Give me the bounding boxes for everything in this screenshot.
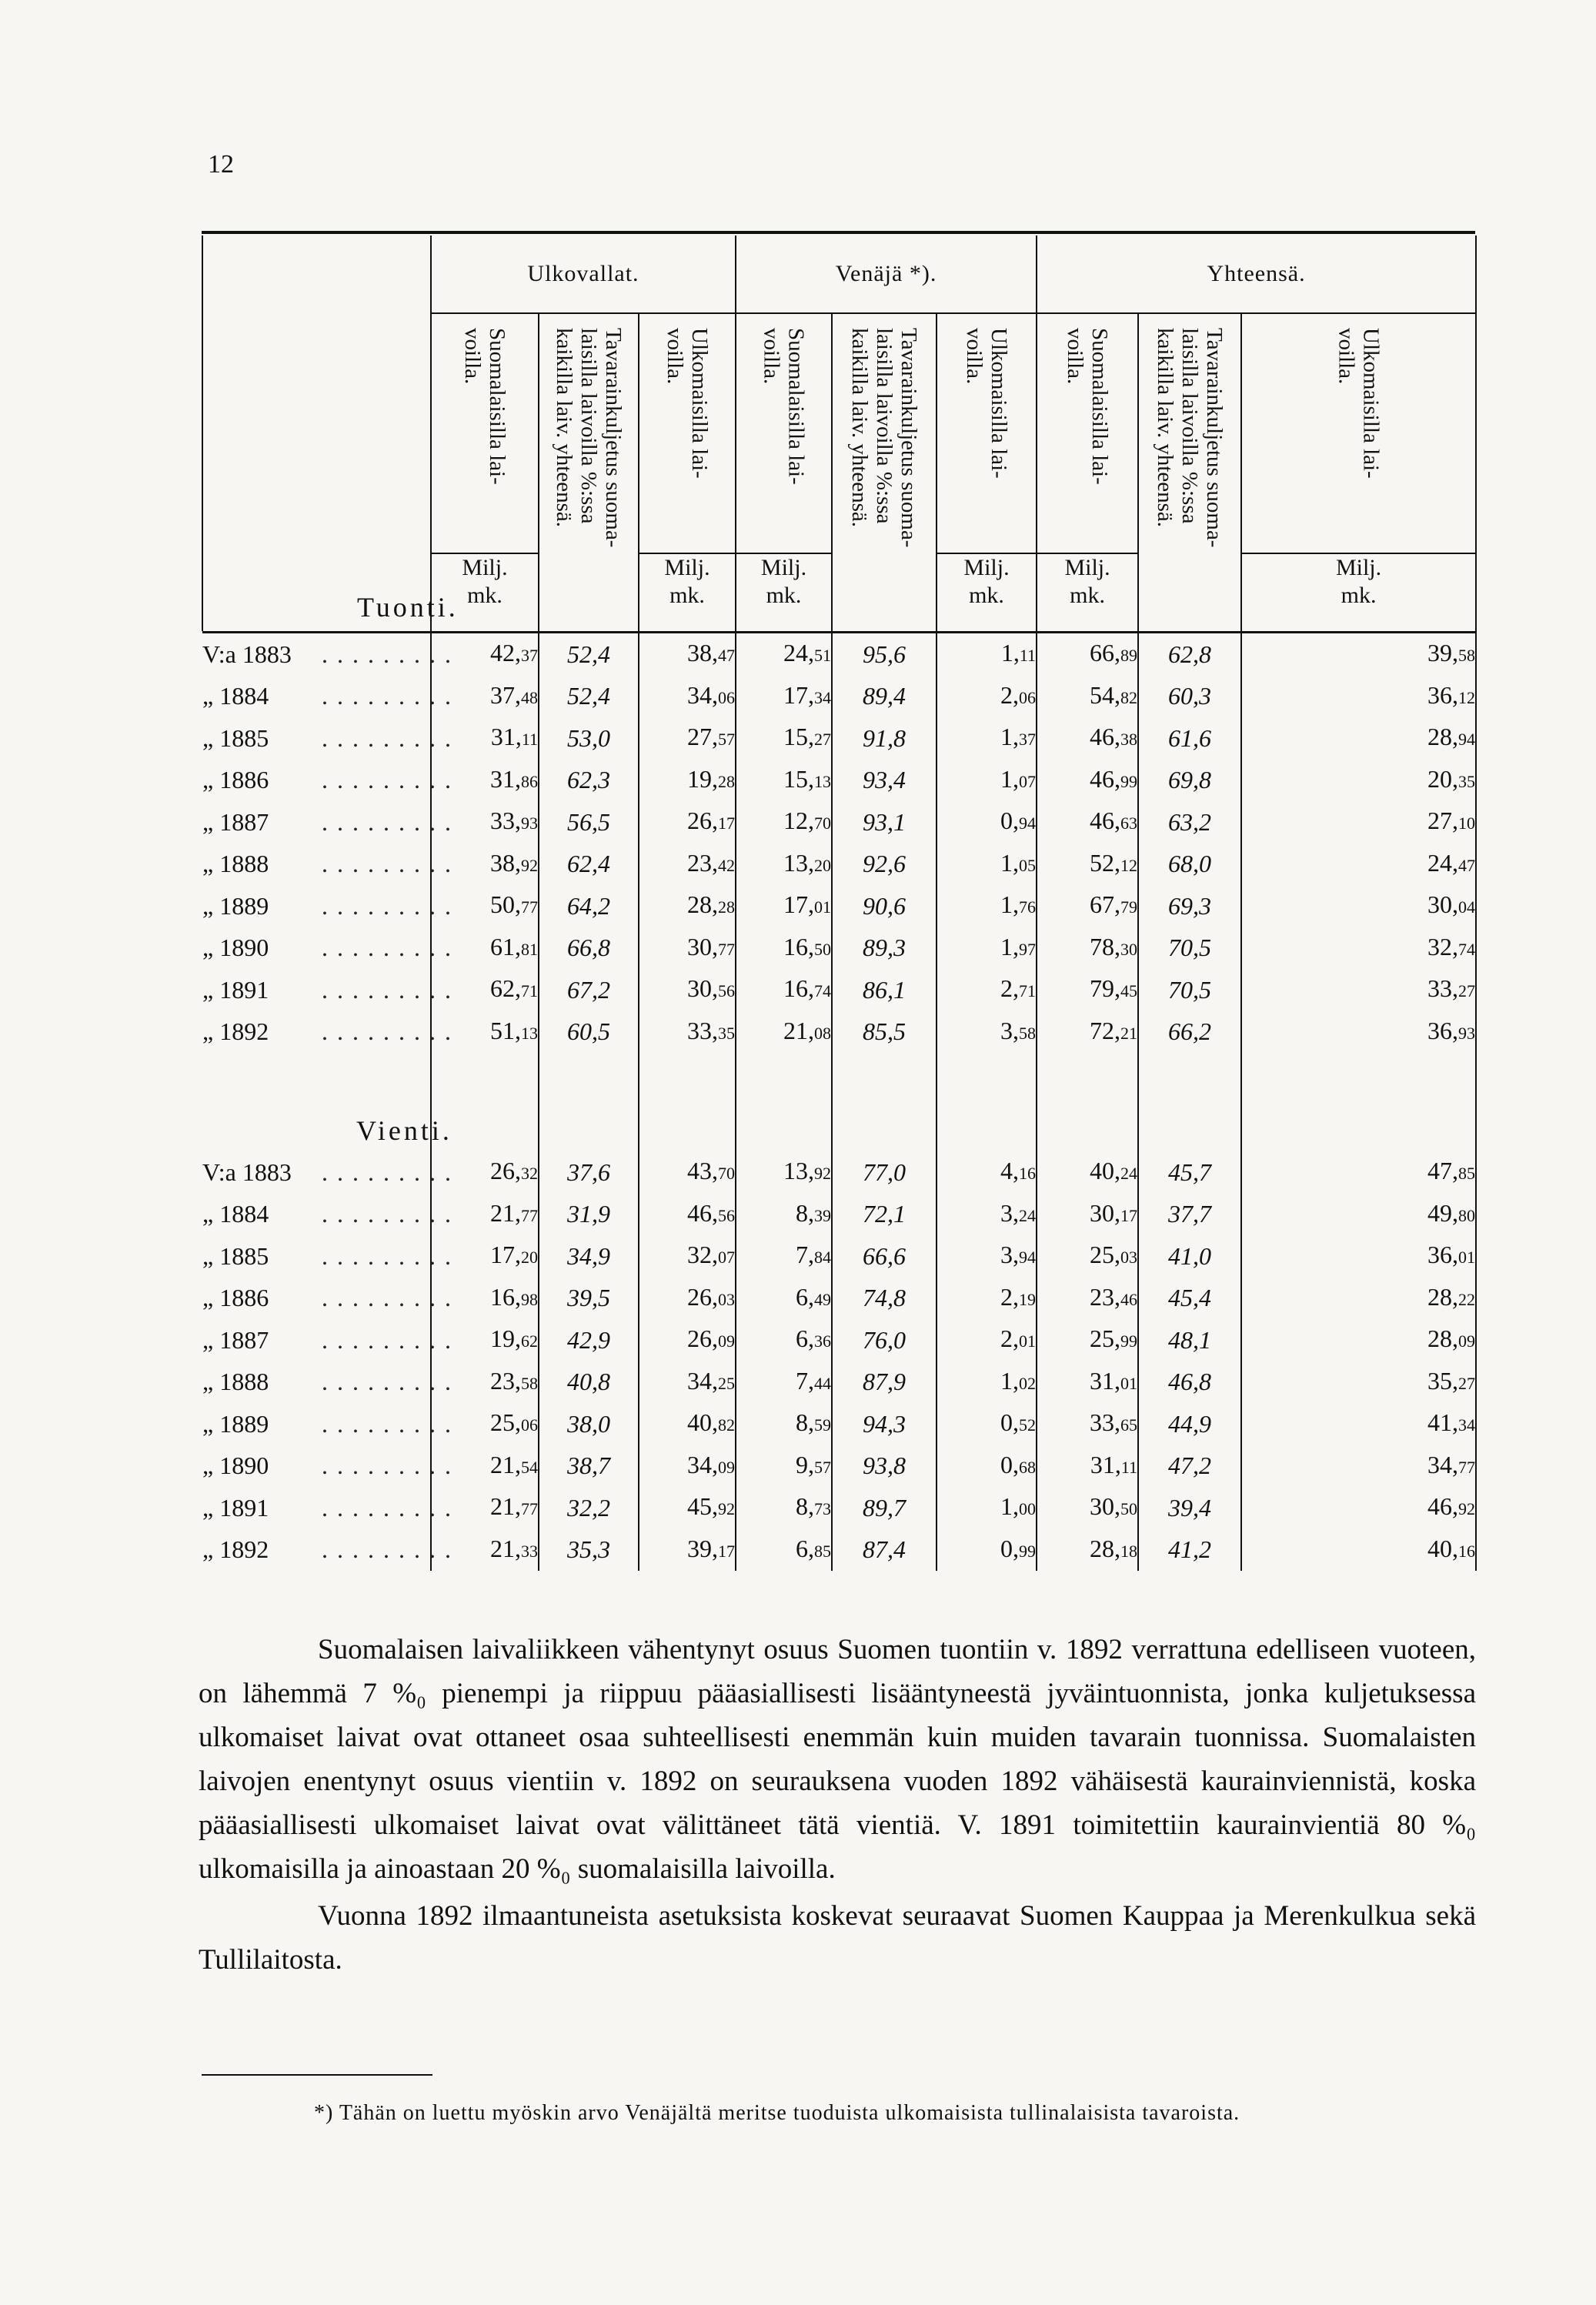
footnote: *) Tähän on luettu myöskin arvo Venäjältä meritse tuoduista ulkomaisista tullinalaisista tavaroista. [314,2101,1240,2125]
leader-dots: ......... [322,640,460,668]
table-cell: 21,54 [431,1445,539,1488]
table-row [202,885,1476,927]
table-row [202,760,1476,802]
table-cell: 34,77 [1241,1445,1476,1488]
table-cell: 45,4 [1138,1278,1241,1320]
table-row [202,1361,1476,1404]
row-year: „ 1884 [202,682,269,710]
table-cell: 68,0 [1138,843,1241,886]
table-cell: 34,06 [639,676,736,718]
table-cell: 39,4 [1138,1487,1241,1529]
table-cell: 31,9 [539,1194,639,1236]
table-cell: 38,47 [639,633,736,676]
table-cell: 1,02 [937,1361,1037,1404]
table-cell: 91,8 [832,717,937,760]
table-cell: 34,9 [539,1235,639,1278]
table-row [202,843,1476,886]
table-cell: 38,7 [539,1445,639,1488]
table-cell: 28,09 [1241,1319,1476,1361]
table-cell: 37,6 [539,1151,639,1194]
table-row [202,801,1476,843]
table-cell: 2,19 [937,1278,1037,1320]
table-cell: 21,08 [736,1011,832,1054]
table-cell: 60,3 [1138,676,1241,718]
row-year: „ 1887 [202,807,269,836]
row-label [202,801,460,843]
leader-dots: ......... [322,1409,460,1438]
table-row [202,1487,1476,1529]
col-header: Ulkomaisilla lai- voilla. [937,313,1037,553]
unit-label: Milj. mk. [639,553,736,631]
table-row [202,1403,1476,1445]
table-cell: 64,2 [539,885,639,927]
leader-dots: ......... [322,1158,460,1186]
table-cell: 79,45 [1037,969,1138,1011]
table-cell: 1,11 [937,633,1037,676]
table-cell: 3,24 [937,1194,1037,1236]
table-cell: 93,1 [832,801,937,843]
section-title-import: Tuonti. [357,592,459,623]
leader-dots: ......... [322,807,460,836]
table-cell: 24,47 [1241,843,1476,886]
table-cell: 66,89 [1037,633,1138,676]
table-cell: 77,0 [832,1151,937,1194]
table-cell: 17,34 [736,676,832,718]
table-cell: 52,4 [539,676,639,718]
table-row [202,1151,1476,1194]
table-cell: 86,1 [832,969,937,1011]
row-label [202,1487,460,1529]
table-cell: 40,82 [639,1403,736,1445]
row-year: „ 1885 [202,723,269,752]
leader-dots: ......... [322,934,460,961]
table-cell: 30,17 [1037,1194,1138,1236]
table-cell: 20,35 [1241,760,1476,802]
leader-dots: ......... [322,766,460,793]
row-label [202,1011,460,1054]
table-cell: 46,99 [1037,760,1138,802]
table-cell: 28,22 [1241,1278,1476,1320]
table-cell: 48,1 [1138,1319,1241,1361]
table-cell: 1,05 [937,843,1037,886]
table-cell: 0,94 [937,801,1037,843]
group-header-foreign: Ulkovallat. [431,236,736,313]
table-cell: 27,57 [639,717,736,760]
row-label [202,717,460,760]
table-cell: 87,4 [832,1529,937,1572]
col-header: Tavarainkuljetus suoma- laisilla laivoilla %:ssa kaikilla laiv. yhteensä. [539,313,639,631]
table-cell: 67,2 [539,969,639,1011]
table-cell: 3,94 [937,1235,1037,1278]
table-cell: 7,84 [736,1235,832,1278]
table-cell: 41,0 [1138,1235,1241,1278]
table-cell: 26,32 [431,1151,539,1194]
table-cell: 40,16 [1241,1529,1476,1572]
table-cell: 0,99 [937,1529,1037,1572]
table-cell: 13,92 [736,1151,832,1194]
row-label [202,1235,460,1278]
table-cell: 25,06 [431,1403,539,1445]
table-cell: 47,85 [1241,1151,1476,1194]
table-cell: 50,77 [431,885,539,927]
leader-dots: ......... [322,975,460,1004]
table-cell: 2,06 [937,676,1037,718]
table-cell: 69,8 [1138,760,1241,802]
table-cell: 62,71 [431,969,539,1011]
table-cell: 30,50 [1037,1487,1138,1529]
unit-label: Milj. mk. [736,553,832,631]
table-cell: 49,80 [1241,1194,1476,1236]
table-cell: 93,8 [832,1445,937,1488]
table-cell: 32,74 [1241,927,1476,970]
table-cell: 33,27 [1241,969,1476,1011]
leader-dots: ......... [322,1325,460,1354]
row-year: „ 1889 [202,891,269,920]
table-cell: 42,9 [539,1319,639,1361]
table-cell: 61,6 [1138,717,1241,760]
table-cell: 0,68 [937,1445,1037,1488]
table-cell: 72,1 [832,1194,937,1236]
table-cell: 24,51 [736,633,832,676]
table-cell: 95,6 [832,633,937,676]
page-number: 12 [208,150,234,179]
row-year: V:a 1883 [202,1158,292,1186]
table-cell: 36,12 [1241,676,1476,718]
table-cell: 76,0 [832,1319,937,1361]
table-cell: 21,77 [431,1487,539,1529]
table-cell: 78,30 [1037,927,1138,970]
row-label [202,1151,460,1194]
table-cell: 7,44 [736,1361,832,1404]
table-cell: 26,17 [639,801,736,843]
table-cell: 33,93 [431,801,539,843]
table-cell: 89,7 [832,1487,937,1529]
table-cell: 38,0 [539,1403,639,1445]
table-cell: 30,77 [639,927,736,970]
table-cell: 31,01 [1037,1361,1138,1404]
table-cell: 85,5 [832,1011,937,1054]
table-cell: 1,76 [937,885,1037,927]
group-header-total: Yhteensä. [1037,236,1476,313]
table-cell: 15,27 [736,717,832,760]
body-text [199,1628,1476,1982]
table-cell: 37,7 [1138,1194,1241,1236]
table-cell: 32,07 [639,1235,736,1278]
col-header: Ulkomaisilla lai- voilla. [1241,313,1476,553]
table-cell: 12,70 [736,801,832,843]
table-cell: 61,81 [431,927,539,970]
table-cell: 46,63 [1037,801,1138,843]
table-cell: 41,2 [1138,1529,1241,1572]
table-cell: 31,86 [431,760,539,802]
table-row [202,1011,1476,1054]
table-cell: 39,5 [539,1278,639,1320]
table-cell: 54,82 [1037,676,1138,718]
export-rows [202,1151,1476,1571]
row-label [202,1278,460,1320]
table-cell: 28,28 [639,885,736,927]
table-cell: 1,07 [937,760,1037,802]
table-cell: 23,42 [639,843,736,886]
table-cell: 9,57 [736,1445,832,1488]
row-label [202,843,460,886]
leader-dots: ......... [322,1493,460,1522]
table-cell: 25,99 [1037,1319,1138,1361]
table-cell: 21,33 [431,1529,539,1572]
leader-dots: ......... [322,1284,460,1311]
table-cell: 63,2 [1138,801,1241,843]
table-cell: 53,0 [539,717,639,760]
table-cell: 34,09 [639,1445,736,1488]
leader-dots: ......... [322,1368,460,1395]
table-cell: 70,5 [1138,927,1241,970]
table-cell: 70,5 [1138,969,1241,1011]
table-cell: 17,01 [736,885,832,927]
table-cell: 46,8 [1138,1361,1241,1404]
table-cell: 87,9 [832,1361,937,1404]
table-cell: 30,56 [639,969,736,1011]
table-cell: 1,00 [937,1487,1037,1529]
table-cell: 69,3 [1138,885,1241,927]
table-cell: 37,48 [431,676,539,718]
table-cell: 16,74 [736,969,832,1011]
table-cell: 39,58 [1241,633,1476,676]
body-paragraph: Suomalaisen laivaliikkeen vähentynyt osuus Suomen tuontiin v. 1892 verrattuna edelliseen vuoteen, on lähemmä 7 %₀ pienempi ja riippuu pääasiallisesti lisääntyneestä jyväintuonnista, jonka kuljetuksessa ulkomaiset laivat ovat ottaneet osaa suhteellisesti enemmän kuin muiden tavarain tuonnissa. Suomalaisten laivojen enentynyt osuus vientiin v. 1892 on seurauksena vuoden 1892 vähäisestä kaurainviennistä, koska pääasiallisesti ulkomaiset laivat ovat välittäneet tätä vientiä. V. 1891 toimitettiin kaurainvientiä 80 %₀ ulkomaisilla ja ainoastaan 20 %₀ suomalaisilla laivoilla. [199,1634,1476,1885]
table-cell: 8,73 [736,1487,832,1529]
table-cell: 47,2 [1138,1445,1241,1488]
section-title-export: Vienti. [356,1115,452,1146]
table-cell: 36,93 [1241,1011,1476,1054]
import-rows [202,633,1476,1054]
row-label [202,969,460,1011]
table-cell: 46,56 [639,1194,736,1236]
table-cell: 33,35 [639,1011,736,1054]
col-header: Suomalaisilla lai- voilla. [431,313,539,553]
table-cell: 16,50 [736,927,832,970]
row-label [202,1361,460,1404]
table-cell: 62,4 [539,843,639,886]
row-year: „ 1890 [202,1451,269,1479]
table-cell: 2,01 [937,1319,1037,1361]
table-cell: 6,36 [736,1319,832,1361]
leader-dots: ......... [322,1200,460,1228]
table-cell: 31,11 [431,717,539,760]
leader-dots: ......... [322,1451,460,1479]
table-cell: 38,92 [431,843,539,886]
row-label [202,633,460,676]
table-cell: 23,58 [431,1361,539,1404]
table-row [202,1319,1476,1361]
table-cell: 3,58 [937,1011,1037,1054]
row-year: „ 1888 [202,850,269,877]
table-row [202,676,1476,718]
table-row [202,1529,1476,1572]
table-row [202,1278,1476,1320]
table-cell: 4,16 [937,1151,1037,1194]
table-row [202,969,1476,1011]
table-cell: 26,03 [639,1278,736,1320]
row-label [202,1319,460,1361]
table-row [202,1194,1476,1236]
leader-dots: ......... [322,850,460,877]
table-cell: 8,39 [736,1194,832,1236]
col-header: Ulkomaisilla lai- voilla. [639,313,736,553]
leader-dots: ......... [322,723,460,752]
table-cell: 19,28 [639,760,736,802]
table-cell: 16,98 [431,1278,539,1320]
table-cell: 8,59 [736,1403,832,1445]
row-label [202,676,460,718]
group-header-russia: Venäjä *). [736,236,1037,313]
row-label [202,927,460,970]
table-cell: 52,4 [539,633,639,676]
table-cell: 13,20 [736,843,832,886]
row-year: „ 1886 [202,766,269,793]
table-cell: 6,85 [736,1529,832,1572]
table-cell: 30,04 [1241,885,1476,927]
table-cell: 51,13 [431,1011,539,1054]
table-cell: 36,01 [1241,1235,1476,1278]
row-label [202,885,460,927]
unit-label: Milj. mk. [1037,553,1138,631]
table-cell: 0,52 [937,1403,1037,1445]
table-cell: 34,25 [639,1361,736,1404]
table-cell: 32,2 [539,1487,639,1529]
row-year: „ 1891 [202,975,269,1004]
table-cell: 40,24 [1037,1151,1138,1194]
table-cell: 62,8 [1138,633,1241,676]
table-cell: 1,97 [937,927,1037,970]
table-cell: 23,46 [1037,1278,1138,1320]
col-header: Tavarainkuljetus suoma- laisilla laivoilla %:ssa kaikilla laiv. yhteensä. [832,313,937,631]
table-cell: 67,79 [1037,885,1138,927]
row-year: „ 1886 [202,1284,269,1311]
col-header: Suomalaisilla lai- voilla. [1037,313,1138,553]
leader-dots: ......... [322,891,460,920]
row-label [202,1194,460,1236]
table-cell: 25,03 [1037,1235,1138,1278]
table-cell: 33,65 [1037,1403,1138,1445]
table-cell: 42,37 [431,633,539,676]
table-cell: 44,9 [1138,1403,1241,1445]
table-cell: 56,5 [539,801,639,843]
table-row [202,1445,1476,1488]
table-cell: 93,4 [832,760,937,802]
row-year: „ 1887 [202,1325,269,1354]
table-cell: 27,10 [1241,801,1476,843]
table-cell: 39,17 [639,1529,736,1572]
table-cell: 35,3 [539,1529,639,1572]
unit-label: Milj. mk. [1241,553,1476,631]
table-cell: 41,34 [1241,1403,1476,1445]
table-cell: 28,94 [1241,717,1476,760]
row-year: „ 1884 [202,1200,269,1228]
table-row [202,1235,1476,1278]
table-cell: 66,8 [539,927,639,970]
table-cell: 31,11 [1037,1445,1138,1488]
row-label [202,1445,460,1488]
table-cell: 1,37 [937,717,1037,760]
export-section-header [202,1053,1476,1151]
table-cell: 62,3 [539,760,639,802]
table-cell: 19,62 [431,1319,539,1361]
row-year: „ 1888 [202,1368,269,1395]
leader-dots: ......... [322,682,460,710]
leader-dots: ......... [322,1535,460,1563]
unit-label: Milj. mk. [431,553,539,631]
body-paragraph: Vuonna 1892 ilmaantuneista asetuksista koskevat seuraavat Suomen Kauppaa ja Merenkulkua sekä Tullilaitosta. [199,1900,1476,1976]
table-row [202,927,1476,970]
table-cell: 72,21 [1037,1011,1138,1054]
table-cell: 40,8 [539,1361,639,1404]
table-cell: 94,3 [832,1403,937,1445]
row-year: „ 1892 [202,1017,269,1045]
col-header: Tavarainkuljetus suoma- laisilla laivoilla %:ssa kaikilla laiv. yhteensä. [1138,313,1241,631]
table-cell: 66,2 [1138,1011,1241,1054]
table-row [202,717,1476,760]
table-cell: 46,92 [1241,1487,1476,1529]
row-label [202,760,460,802]
row-label [202,1403,460,1445]
col-header: Suomalaisilla lai- voilla. [736,313,832,553]
table-cell: 60,5 [539,1011,639,1054]
table-cell: 45,7 [1138,1151,1241,1194]
row-year: „ 1890 [202,934,269,961]
table-cell: 52,12 [1037,843,1138,886]
row-year: „ 1891 [202,1493,269,1522]
table-cell: 89,3 [832,927,937,970]
row-year: „ 1885 [202,1241,269,1270]
table-cell: 15,13 [736,760,832,802]
row-year: V:a 1883 [202,640,292,668]
table-cell: 46,38 [1037,717,1138,760]
leader-dots: ......... [322,1241,460,1270]
table-cell: 17,20 [431,1235,539,1278]
unit-label: Milj. mk. [937,553,1037,631]
row-label [202,1529,460,1572]
table-cell: 26,09 [639,1319,736,1361]
table-cell: 66,6 [832,1235,937,1278]
table-cell: 89,4 [832,676,937,718]
table-cell: 45,92 [639,1487,736,1529]
leader-dots: ......... [322,1017,460,1045]
table-cell: 90,6 [832,885,937,927]
statistics-table [202,236,1477,1571]
footnote-rule [202,2074,432,2076]
table-cell: 21,77 [431,1194,539,1236]
table-cell: 43,70 [639,1151,736,1194]
row-year: „ 1892 [202,1535,269,1563]
table-row [202,633,1476,676]
table-cell: 28,18 [1037,1529,1138,1572]
table-cell: 92,6 [832,843,937,886]
table-cell: 6,49 [736,1278,832,1320]
top-rule [202,231,1475,234]
table-corner [202,236,459,631]
table-cell: 74,8 [832,1278,937,1320]
table-cell: 35,27 [1241,1361,1476,1404]
row-year: „ 1889 [202,1409,269,1438]
table-cell: 2,71 [937,969,1037,1011]
